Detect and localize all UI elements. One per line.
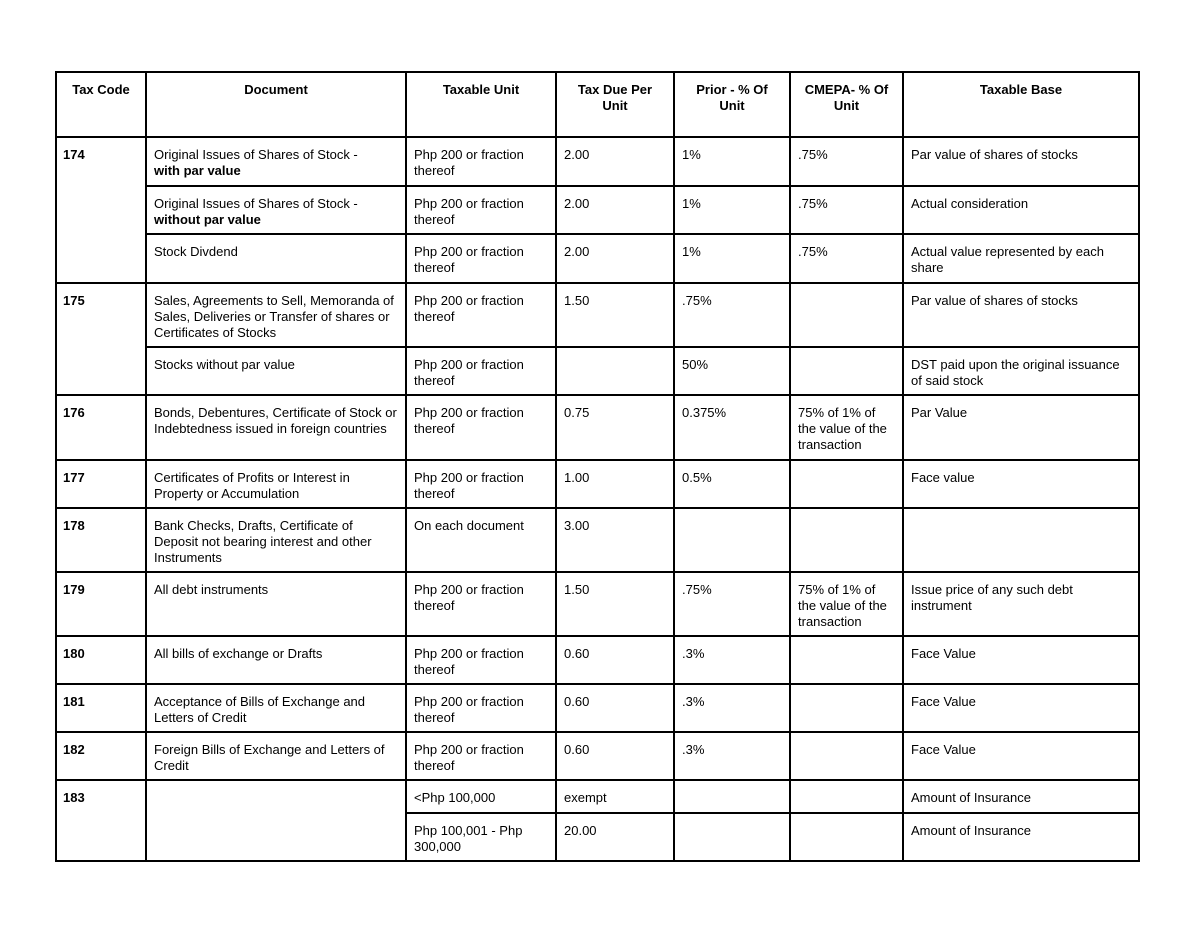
tax-code: 180	[56, 636, 146, 684]
document-cell: Acceptance of Bills of Exchange and Letters of Credit	[146, 684, 406, 732]
tax-due: 2.00	[556, 234, 674, 283]
table-row	[56, 684, 1139, 732]
taxable-base: Face Value	[903, 684, 1139, 732]
prior-pct: 0.375%	[674, 395, 790, 460]
taxable-unit: Php 200 or fraction thereof	[406, 460, 556, 508]
cmepa-pct: 75% of 1% of the value of the transaction	[790, 572, 903, 636]
cmepa-pct	[790, 347, 903, 395]
prior-pct: 1%	[674, 234, 790, 283]
cmepa-pct	[790, 636, 903, 684]
prior-pct: .3%	[674, 684, 790, 732]
taxable-base: Par value of shares of stocks	[903, 137, 1139, 186]
tax-due: 1.00	[556, 460, 674, 508]
tax-code: 181	[56, 684, 146, 732]
document-emphasis: without par value	[154, 212, 261, 227]
taxable-unit: Php 200 or fraction thereof	[406, 137, 556, 186]
taxable-unit: Php 200 or fraction thereof	[406, 395, 556, 460]
taxable-unit: <Php 100,000	[406, 780, 556, 813]
cmepa-pct	[790, 780, 903, 813]
document-cell: Bank Checks, Drafts, Certificate of Deposit not bearing interest and other Instruments	[146, 508, 406, 572]
prior-pct	[674, 813, 790, 861]
header-tax-due: Tax Due Per Unit	[556, 72, 674, 137]
cmepa-pct	[790, 283, 903, 347]
header-tax-code: Tax Code	[56, 72, 146, 137]
header-taxable-unit: Taxable Unit	[406, 72, 556, 137]
tax-due: 0.60	[556, 684, 674, 732]
tax-code: 183	[56, 780, 146, 861]
header-row	[56, 72, 1139, 137]
prior-pct: 0.5%	[674, 460, 790, 508]
taxable-unit: Php 200 or fraction thereof	[406, 684, 556, 732]
header-prior-pct: Prior - % Of Unit	[674, 72, 790, 137]
table-row	[56, 732, 1139, 780]
tax-due: 0.60	[556, 732, 674, 780]
taxable-unit: Php 200 or fraction thereof	[406, 636, 556, 684]
prior-pct: .3%	[674, 732, 790, 780]
prior-pct	[674, 780, 790, 813]
tax-code: 182	[56, 732, 146, 780]
taxable-unit: Php 200 or fraction thereof	[406, 572, 556, 636]
document-cell: Stocks without par value	[146, 347, 406, 395]
cmepa-pct: 75% of 1% of the value of the transaction	[790, 395, 903, 460]
document-cell: Sales, Agreements to Sell, Memoranda of Sales, Deliveries or Transfer of shares or Certificates of Stocks	[146, 283, 406, 347]
tax-code: 177	[56, 460, 146, 508]
document-cell	[146, 137, 406, 186]
taxable-base: Face Value	[903, 732, 1139, 780]
cmepa-pct: .75%	[790, 234, 903, 283]
tax-due: 2.00	[556, 137, 674, 186]
taxable-base: Par value of shares of stocks	[903, 283, 1139, 347]
tax-due: 1.50	[556, 283, 674, 347]
taxable-base: Actual value represented by each share	[903, 234, 1139, 283]
cmepa-pct: .75%	[790, 137, 903, 186]
document-text: Original Issues of Shares of Stock -	[154, 147, 358, 162]
document-cell: All bills of exchange or Drafts	[146, 636, 406, 684]
taxable-base: Face value	[903, 460, 1139, 508]
tax-due: exempt	[556, 780, 674, 813]
document-cell	[146, 780, 406, 861]
table-row	[56, 283, 1139, 347]
taxable-unit: Php 100,001 - Php 300,000	[406, 813, 556, 861]
tax-due: 3.00	[556, 508, 674, 572]
taxable-base: Face Value	[903, 636, 1139, 684]
tax-due: 0.60	[556, 636, 674, 684]
tax-due: 20.00	[556, 813, 674, 861]
tax-due: 2.00	[556, 186, 674, 234]
taxable-unit: Php 200 or fraction thereof	[406, 234, 556, 283]
prior-pct: .75%	[674, 572, 790, 636]
taxable-base: Amount of Insurance	[903, 780, 1139, 813]
document-cell: Bonds, Debentures, Certificate of Stock or Indebtedness issued in foreign countries	[146, 395, 406, 460]
prior-pct: 1%	[674, 137, 790, 186]
taxable-unit: Php 200 or fraction thereof	[406, 283, 556, 347]
taxable-base: Actual consideration	[903, 186, 1139, 234]
document-cell: Certificates of Profits or Interest in Property or Accumulation	[146, 460, 406, 508]
tax-code: 174	[56, 137, 146, 283]
prior-pct	[674, 508, 790, 572]
dst-table	[55, 71, 1140, 862]
header-cmepa-pct: CMEPA- % Of Unit	[790, 72, 903, 137]
taxable-base: Par Value	[903, 395, 1139, 460]
document-text: Original Issues of Shares of Stock -	[154, 196, 358, 211]
table-row	[56, 636, 1139, 684]
cmepa-pct	[790, 508, 903, 572]
table-row	[56, 137, 1139, 186]
table-row	[56, 186, 1139, 234]
table-row	[56, 234, 1139, 283]
document-emphasis: with par value	[154, 163, 241, 178]
taxable-base: Issue price of any such debt instrument	[903, 572, 1139, 636]
tax-code: 175	[56, 283, 146, 395]
taxable-unit: Php 200 or fraction thereof	[406, 186, 556, 234]
prior-pct: 50%	[674, 347, 790, 395]
taxable-unit: On each document	[406, 508, 556, 572]
table-row	[56, 395, 1139, 460]
taxable-base	[903, 508, 1139, 572]
tax-due: 0.75	[556, 395, 674, 460]
tax-code: 176	[56, 395, 146, 460]
table-row	[56, 347, 1139, 395]
document-cell	[146, 186, 406, 234]
header-taxable-base: Taxable Base	[903, 72, 1139, 137]
prior-pct: .75%	[674, 283, 790, 347]
tax-code: 178	[56, 508, 146, 572]
document-cell: Stock Divdend	[146, 234, 406, 283]
taxable-base: Amount of Insurance	[903, 813, 1139, 861]
table-row	[56, 780, 1139, 813]
document-cell: Foreign Bills of Exchange and Letters of Credit	[146, 732, 406, 780]
cmepa-pct	[790, 732, 903, 780]
tax-code: 179	[56, 572, 146, 636]
cmepa-pct: .75%	[790, 186, 903, 234]
taxable-base: DST paid upon the original issuance of said stock	[903, 347, 1139, 395]
prior-pct: 1%	[674, 186, 790, 234]
prior-pct: .3%	[674, 636, 790, 684]
table-row	[56, 572, 1139, 636]
cmepa-pct	[790, 684, 903, 732]
document-cell: All debt instruments	[146, 572, 406, 636]
table-row	[56, 460, 1139, 508]
cmepa-pct	[790, 460, 903, 508]
taxable-unit: Php 200 or fraction thereof	[406, 732, 556, 780]
tax-due	[556, 347, 674, 395]
cmepa-pct	[790, 813, 903, 861]
header-document: Document	[146, 72, 406, 137]
table-row	[56, 508, 1139, 572]
taxable-unit: Php 200 or fraction thereof	[406, 347, 556, 395]
tax-due: 1.50	[556, 572, 674, 636]
